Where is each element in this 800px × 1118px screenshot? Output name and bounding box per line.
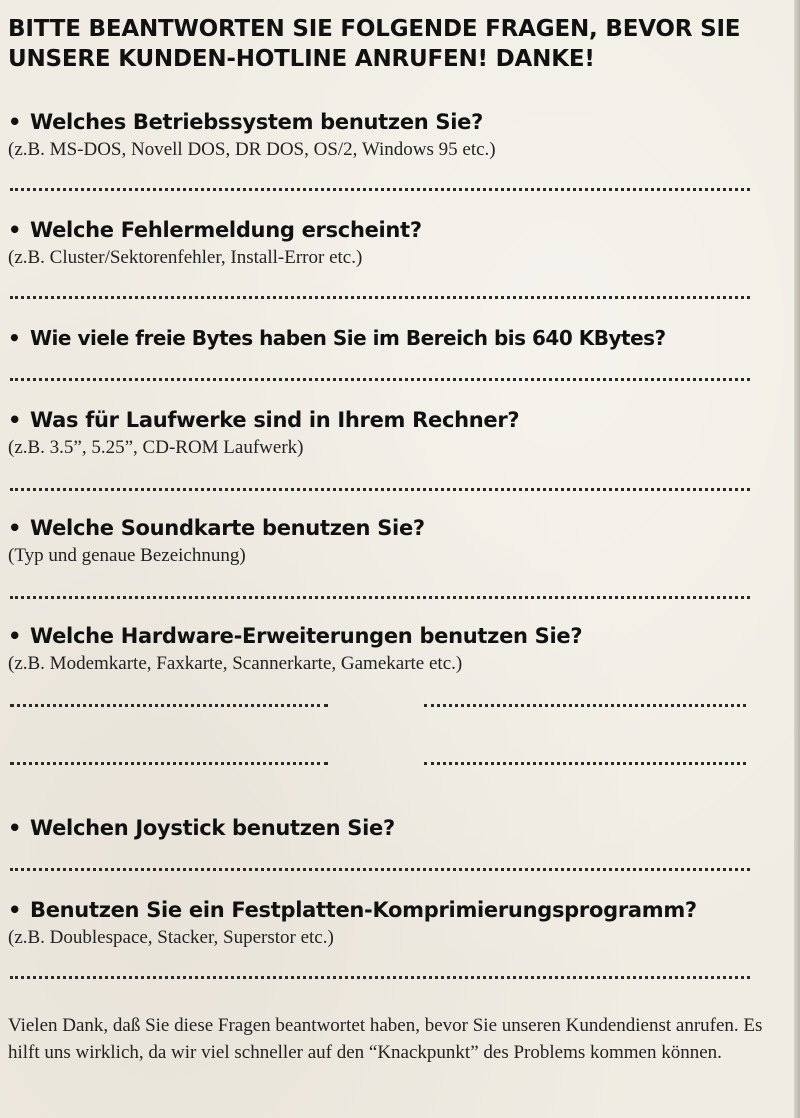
bullet-icon: • [8,624,22,648]
answer-line-soundcard[interactable] [10,596,750,599]
bullet-icon: • [8,898,22,922]
question-disk-compression [8,896,788,950]
question-joystick [8,814,788,842]
answer-line-error-message[interactable] [10,296,750,299]
question-hardware-extensions [8,622,788,676]
question-title: Was für Laufwerke sind in Ihrem Rechner? [30,408,520,432]
question-drives [8,406,788,460]
question-title: Welchen Joystick benutzen Sie? [30,816,395,840]
page-heading: BITTE BEANTWORTEN SIE FOLGENDE FRAGEN, BEVOR SIE UNSERE KUNDEN-HOTLINE ANRUFEN! DANKE! [8,16,741,72]
bullet-icon: • [8,408,22,432]
closing-note: Vielen Dank, daß Sie diese Fragen beantwortet haben, bevor Sie unseren Kundendienst anrufen. Es hilft uns wirklich, da wir viel schneller auf den “Knackpunkt” des Problems kommen können. [8,1015,763,1063]
bullet-icon: • [8,326,21,350]
question-title: Wie viele freie Bytes haben Sie im Bereich bis 640 KBytes? [30,326,666,350]
question-title: Welche Hardware-Erweiterungen benutzen Sie? [30,624,583,648]
answer-line-hardware-4[interactable] [424,762,746,765]
question-error-message [8,216,788,270]
answer-line-free-bytes[interactable] [10,378,750,381]
answer-line-disk-compression[interactable] [10,976,750,979]
question-title: Welches Betriebssystem benutzen Sie? [30,110,483,134]
question-operating-system [8,108,788,162]
bullet-icon: • [8,516,22,540]
answer-line-operating-system[interactable] [10,188,750,191]
bullet-icon: • [8,110,22,134]
answer-line-hardware-1[interactable] [10,704,328,707]
question-title: Welche Fehlermeldung erscheint? [30,218,422,242]
question-soundcard [8,514,788,568]
question-title: Welche Soundkarte benutzen Sie? [30,516,425,540]
question-hint: (z.B. Cluster/Sektorenfehler, Install-Error etc.) [8,247,363,268]
question-free-bytes [8,324,788,352]
question-hint: (z.B. MS-DOS, Novell DOS, DR DOS, OS/2, Windows 95 etc.) [8,139,496,160]
bullet-icon: • [8,816,22,840]
answer-line-hardware-2[interactable] [424,704,746,707]
page-edge-shadow [794,0,800,1118]
answer-line-hardware-3[interactable] [10,762,328,765]
question-hint: (Typ und genaue Bezeichnung) [8,545,246,566]
answer-line-drives[interactable] [10,488,750,491]
bullet-icon: • [8,218,22,242]
question-hint: (z.B. Modemkarte, Faxkarte, Scannerkarte, Gamekarte etc.) [8,653,463,674]
question-hint: (z.B. 3.5”, 5.25”, CD-ROM Laufwerk) [8,437,304,458]
question-title: Benutzen Sie ein Festplatten-Komprimierungsprogramm? [30,898,697,922]
question-hint: (z.B. Doublespace, Stacker, Superstor etc.) [8,927,334,948]
answer-line-joystick[interactable] [10,868,750,871]
